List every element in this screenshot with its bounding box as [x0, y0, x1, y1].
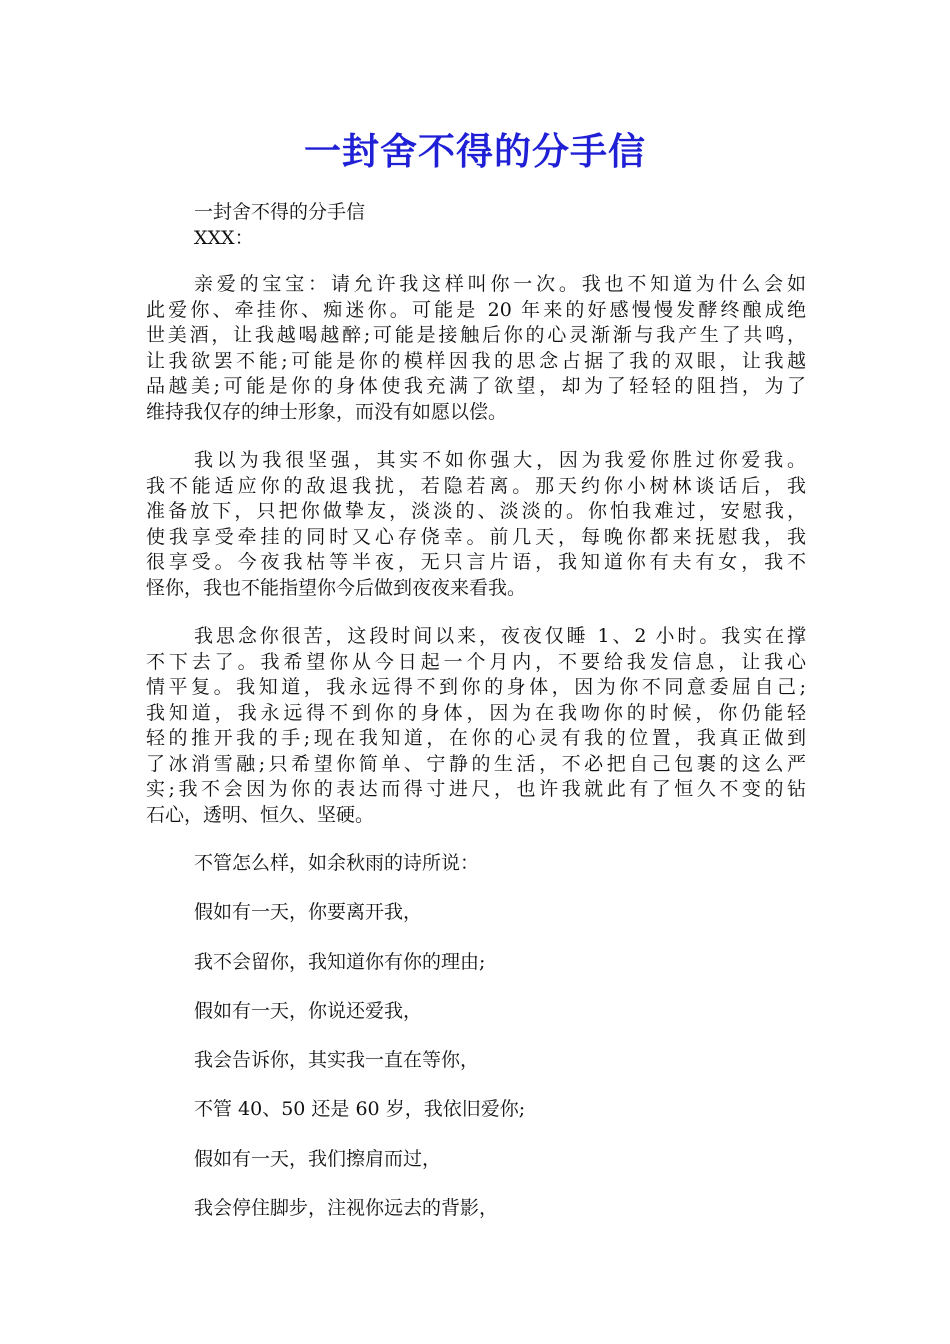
- paragraph-line: 准备放下，只把你做挚友，淡淡的、淡淡的。你怕我难过，安慰我，: [146, 500, 806, 522]
- paragraph-line: 石心，透明、恒久、坚硬。: [146, 803, 375, 826]
- paragraph-gap: [146, 251, 806, 272]
- poem-section: [146, 851, 806, 1222]
- paragraph-gap: [146, 601, 806, 624]
- paragraph-line: 我以为我很坚强，其实不如你强大，因为我爱你胜过你爱我。: [194, 449, 806, 471]
- letter-body: [146, 200, 806, 1245]
- paragraph-line: 很享受。今夜我枯等半夜，无只言片语，我知道你有夫有女，我不: [146, 551, 806, 573]
- poem-line: 我会停住脚步，注视你远去的背影，: [194, 1197, 499, 1220]
- poem-line: 假如有一天，你要离开我，: [194, 901, 423, 924]
- paragraph-line: 让我欲罢不能;可能是你的模样因我的思念占据了我的双眼，让我越: [146, 349, 806, 372]
- paragraph-line: 世美酒，让我越喝越醉;可能是接触后你的心灵渐渐与我产生了共鸣，: [146, 324, 806, 346]
- letter-subtitle: 一封舍不得的分手信: [194, 201, 366, 223]
- paragraph-line: 情平复。我知道，我永远得不到你的身体，因为你不同意委屈自己;: [146, 676, 806, 698]
- poem-line: 我不会留你，我知道你有你的理由;: [194, 950, 486, 973]
- paragraph-line: 实;我不会因为你的表达而得寸进尺，也许我就此有了恒久不变的钻: [146, 778, 806, 800]
- poem-intro: 不管怎么样，如余秋雨的诗所说：: [194, 852, 480, 874]
- paragraph-line: 我思念你很苦，这段时间以来，夜夜仅睡 1、2 小时。我实在撑: [194, 625, 806, 647]
- paragraph-line: 此爱你、牵挂你、痴迷你。可能是 20 年来的好感慢慢发酵终酿成绝: [146, 298, 806, 321]
- poem-line: 假如有一天，你说还爱我，: [194, 999, 423, 1022]
- paragraph-line: 亲爱的宝宝：请允许我这样叫你一次。我也不知道为什么会如: [194, 273, 806, 295]
- poem-line: 假如有一天，我们擦肩而过，: [194, 1147, 442, 1170]
- paragraph-line: 怪你，我也不能指望你今后做到夜夜来看我。: [146, 576, 527, 599]
- paragraph-1: [146, 272, 806, 425]
- paragraph-line: 轻的推开我的手;现在我知道，在你的心灵有我的位置，我真正做到: [146, 727, 806, 749]
- poem-line: 我会告诉你，其实我一直在等你，: [194, 1049, 480, 1072]
- paragraph-gap: [146, 828, 806, 851]
- paragraph-line: 使我享受牵挂的同时又心存侥幸。前几天，每晚你都来抚慰我，我: [146, 525, 806, 548]
- document-title: 一封舍不得的分手信: [304, 130, 646, 173]
- letter-recipient: XXX：: [194, 226, 254, 249]
- paragraph-line: 维持我仅存的绅士形象，而没有如愿以偿。: [146, 400, 508, 423]
- poem-line: 不管 40、50 还是 60 岁，我依旧爱你;: [194, 1098, 526, 1121]
- paragraph-line: 品越美;可能是你的身体使我充满了欲望，却为了轻轻的阻挡，为了: [146, 375, 806, 397]
- paragraph-gap: [146, 425, 806, 448]
- paragraph-line: 不下去了。我希望你从今日起一个月内，不要给我发信息，让我心: [146, 650, 806, 673]
- paragraph-line: 了冰消雪融;只希望你简单、宁静的生活，不必把自己包裹的这么严: [146, 752, 806, 775]
- paragraph-line: 我知道，我永远得不到你的身体，因为在我吻你的时候，你仍能轻: [146, 701, 806, 724]
- paragraph-2: [146, 448, 806, 601]
- paragraph-3: [146, 624, 806, 828]
- paragraph-line: 我不能适应你的敌退我扰，若隐若离。那天约你小树林谈话后，我: [146, 474, 806, 497]
